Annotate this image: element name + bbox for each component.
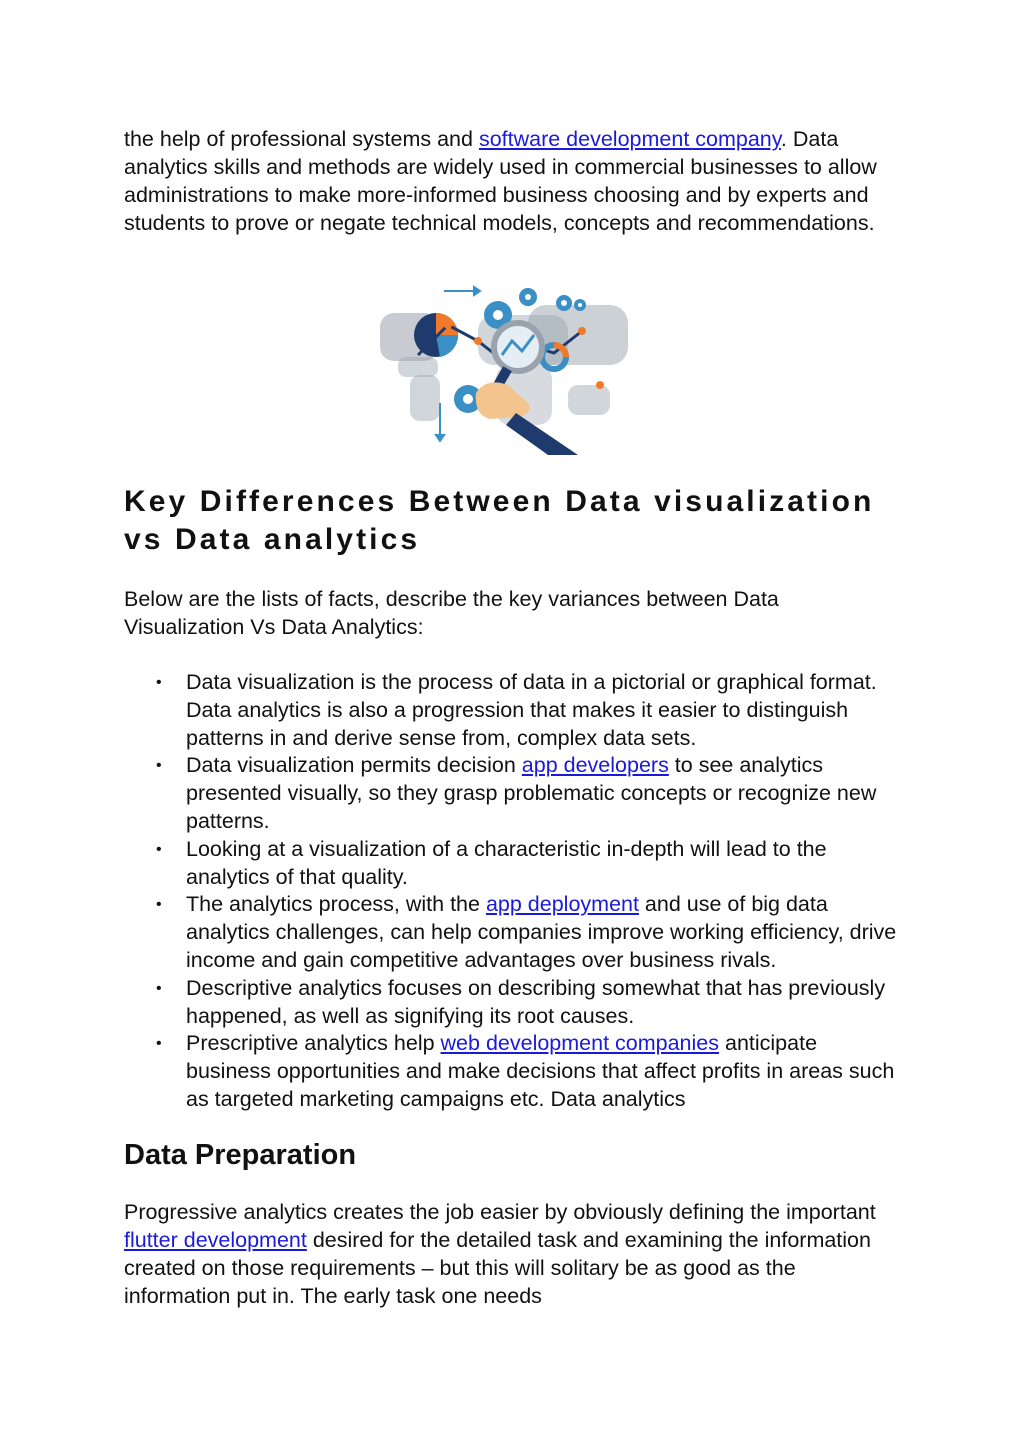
data-preparation-heading: Data Preparation xyxy=(124,1138,357,1171)
web-development-companies-link[interactable]: web development companies xyxy=(440,1031,720,1056)
software-development-company-link[interactable]: software development company xyxy=(478,127,781,151)
bullet-icon: • xyxy=(156,674,162,691)
list-item: • Data visualization permits decision app developers to see analytics presented visually, so they grasp problematic concepts or recognize new patterns. xyxy=(156,753,877,833)
key-differences-heading: Key Differences Between Data visualization vs Data analytics xyxy=(124,485,875,556)
bullet-icon: • xyxy=(156,896,162,914)
list-item: • Descriptive analytics focuses on describing somewhat that has previously happened, as well as signifying its root causes. xyxy=(156,975,886,1028)
facts-list xyxy=(124,669,904,1114)
bullet-icon: • xyxy=(156,757,162,775)
intro-paragraph: the help of professional systems and software development company. Data analytics skills and methods are widely used in commercial businesses to allow administrations to make more-informed business choosing and by experts and students to prove or negate technical models, concepts and recommendations. xyxy=(124,127,877,235)
lead-paragraph: Below are the lists of facts, describe the key variances between Data Visualization Vs Data Analytics: xyxy=(124,587,779,639)
document-content xyxy=(124,125,904,1310)
data-preparation-paragraph: Progressive analytics creates the job easier by obviously defining the important flutter development desired for the detailed task and examining the information created on those requirements – but this will solitary be as good as the information put in. The early task one needs xyxy=(124,1199,876,1308)
app-developers-link[interactable]: app developers xyxy=(521,753,669,778)
flutter-development-link[interactable]: flutter development xyxy=(124,1227,307,1252)
bullet-icon: • xyxy=(156,979,162,997)
arrow-icon xyxy=(436,287,480,441)
app-deployment-link[interactable]: app deployment xyxy=(485,892,639,917)
list-item: • Data visualization is the process of data in a pictorial or graphical format. Data analytics is also a progression that makes it easier to distinguish patterns in and derive sense from, complex data sets. xyxy=(156,670,877,750)
list-item: • The analytics process, with the app deployment and use of big data analytics challenges, can help companies improve working efficiency, drive income and gain competitive advantages over business rivals. xyxy=(156,892,897,972)
bullet-icon: • xyxy=(156,1035,162,1053)
list-item: • Prescriptive analytics help web development companies anticipate business opportunities and make decisions that affect profits in areas such as targeted marketing campaigns etc. Data analytics xyxy=(156,1031,895,1111)
bullet-icon: • xyxy=(156,840,162,858)
list-item: • Looking at a visualization of a characteristic in-depth will lead to the analytics of that quality. xyxy=(156,836,827,889)
data-analytics-illustration xyxy=(378,285,638,455)
